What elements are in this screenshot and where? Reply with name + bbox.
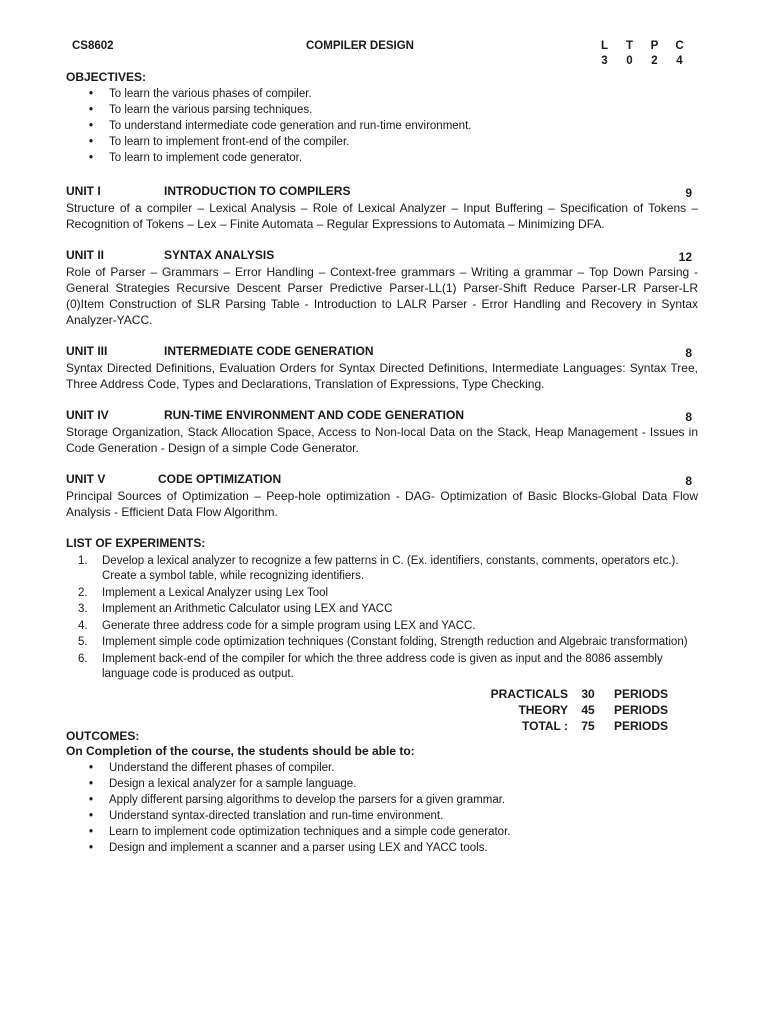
experiments-title: LIST OF EXPERIMENTS:	[66, 536, 206, 551]
ltpc-value-c: 4	[676, 54, 683, 67]
list-item: • To learn to implement code generator.	[109, 150, 698, 166]
course-title: COMPILER DESIGN	[306, 40, 414, 52]
unit-3	[66, 344, 698, 392]
list-item	[78, 586, 698, 602]
list-item	[78, 554, 698, 585]
list-item: • Design and implement a scanner and a parser using LEX and YACC tools.	[109, 840, 698, 856]
unit-content: Principal Sources of Optimization – Peep-hole optimization - DAG- Optimization of Basic Blocks-Global Data Flow Analysis - Efficient Data Flow Algorithm.	[66, 489, 698, 520]
unit-heading	[66, 408, 698, 424]
periods-row	[456, 719, 698, 735]
list-item: • Understand syntax-directed translation and run-time environment.	[109, 808, 698, 824]
unit-hours: 8	[685, 346, 692, 361]
unit-heading	[66, 184, 698, 200]
periods-unit: PERIODS	[614, 718, 669, 733]
unit-name: INTERMEDIATE CODE GENERATION	[164, 344, 374, 359]
ltpc-table	[592, 39, 692, 68]
ltpc-values	[592, 54, 692, 69]
unit-name: CODE OPTIMIZATION	[158, 472, 282, 487]
list-item: • Understand the different phases of compiler.	[109, 760, 698, 776]
unit-heading	[66, 472, 698, 488]
ltpc-value-l: 3	[601, 54, 608, 67]
periods-label: PRACTICALS	[490, 686, 568, 701]
item-number: 5.	[78, 636, 88, 649]
item-text: Generate three address code for a simple program using LEX and YACC.	[102, 619, 476, 632]
item-text: Implement simple code optimization techniques (Constant folding, Strength reduction and Algebraic transformation)	[102, 636, 688, 649]
unit-content: Syntax Directed Definitions, Evaluation Orders for Syntax Directed Definitions, Intermediate Languages: Syntax Tree, Three Address Code, Types and Declarations, Translation of Expressions, Type Checking.	[66, 361, 698, 392]
ltpc-labels	[592, 39, 692, 54]
unit-name: INTRODUCTION TO COMPILERS	[164, 184, 351, 199]
list-item: • To learn to implement front-end of the compiler.	[109, 134, 698, 150]
unit-name: SYNTAX ANALYSIS	[164, 248, 275, 263]
item-text: Implement back-end of the compiler for which the three address code is given as input and the 8086 assembly language code is produced as output.	[102, 652, 663, 681]
item-text: Implement a Lexical Analyzer using Lex Tool	[102, 586, 329, 599]
unit-5	[66, 472, 698, 520]
unit-hours: 9	[685, 186, 692, 201]
unit-hours: 8	[685, 474, 692, 489]
item-number: 4.	[78, 619, 88, 632]
item-number: 3.	[78, 603, 88, 616]
course-code: CS8602	[72, 40, 114, 52]
periods-value: 30	[581, 686, 595, 701]
unit-heading	[66, 344, 698, 360]
ltpc-label-t: T	[625, 40, 634, 52]
objectives-section	[66, 70, 698, 166]
periods-label: TOTAL :	[522, 718, 568, 733]
ltpc-value-p: 2	[651, 54, 658, 67]
unit-name: RUN-TIME ENVIRONMENT AND CODE GENERATION	[164, 408, 464, 423]
unit-hours: 8	[685, 410, 692, 425]
syllabus-page	[66, 36, 698, 856]
list-item: • To learn the various phases of compiler.	[109, 86, 698, 102]
periods-value: 45	[581, 702, 595, 717]
periods-row	[456, 703, 698, 719]
objectives-list	[66, 86, 698, 166]
experiments-section	[66, 536, 698, 682]
list-item	[78, 635, 698, 651]
unit-number: UNIT II	[66, 248, 104, 263]
unit-hours: 12	[678, 250, 692, 265]
item-number: 1.	[78, 554, 88, 567]
outcomes-section	[66, 729, 698, 857]
unit-content: Structure of a compiler – Lexical Analysis – Role of Lexical Analyzer – Input Buffering – Specification of Tokens – Recognition of Tokens – Lex – Finite Automata – Regular Expressions to Automata – Minimizing DFA.	[66, 201, 698, 232]
outcomes-list	[66, 760, 698, 856]
unit-4	[66, 408, 698, 456]
list-item: • To learn the various parsing techniques.	[109, 102, 698, 118]
ltpc-label-p: P	[650, 40, 659, 52]
ltpc-value-t: 0	[626, 54, 633, 67]
outcomes-intro: On Completion of the course, the students should be able to:	[66, 744, 415, 759]
ltpc-label-c: C	[675, 40, 684, 52]
unit-2	[66, 248, 698, 328]
objectives-title: OBJECTIVES:	[66, 70, 147, 84]
unit-number: UNIT IV	[66, 408, 109, 423]
list-item	[78, 602, 698, 618]
periods-label: THEORY	[518, 702, 568, 717]
item-number: 6.	[78, 652, 88, 665]
course-header	[66, 36, 698, 70]
periods-row	[456, 687, 698, 703]
list-item	[78, 619, 698, 635]
item-text: Implement an Arithmetic Calculator using LEX and YACC	[102, 603, 393, 616]
periods-summary	[456, 687, 698, 735]
list-item: • To understand intermediate code generation and run-time environment.	[109, 118, 698, 134]
unit-1	[66, 184, 698, 232]
list-item: • Design a lexical analyzer for a sample language.	[109, 776, 698, 792]
periods-unit: PERIODS	[614, 702, 669, 717]
outcomes-title: OUTCOMES:	[66, 728, 140, 743]
list-item: • Learn to implement code optimization techniques and a simple code generator.	[109, 824, 698, 840]
list-item: • Apply different parsing algorithms to develop the parsers for a given grammar.	[109, 792, 698, 808]
item-number: 2.	[78, 586, 88, 599]
periods-value: 75	[581, 718, 595, 733]
unit-content: Storage Organization, Stack Allocation Space, Access to Non-local Data on the Stack, Heap Management - Issues in Code Generation - Design of a simple Code Generator.	[66, 425, 698, 456]
unit-number: UNIT V	[66, 472, 106, 487]
unit-number: UNIT I	[66, 184, 101, 199]
unit-number: UNIT III	[66, 344, 108, 359]
item-text: Develop a lexical analyzer to recognize a few patterns in C. (Ex. identifiers, constants, comments, operators etc.). Create a symbol table, while recognizing identifiers.	[102, 554, 679, 583]
periods-unit: PERIODS	[614, 686, 669, 701]
ltpc-label-l: L	[600, 40, 609, 52]
unit-heading	[66, 248, 698, 264]
unit-content: Role of Parser – Grammars – Error Handling – Context-free grammars – Writing a grammar – Top Down Parsing - General Strategies Recursive Descent Parser Predictive Parser-LL(1) Parser-Shift Reduce Parser-LR Parser-LR (0)Item Construction of SLR Parsing Table - Introduction to LALR Parser - Error Handling and Recovery in Syntax Analyzer-YACC.	[66, 265, 698, 328]
experiments-list	[66, 554, 698, 683]
list-item	[78, 652, 698, 683]
